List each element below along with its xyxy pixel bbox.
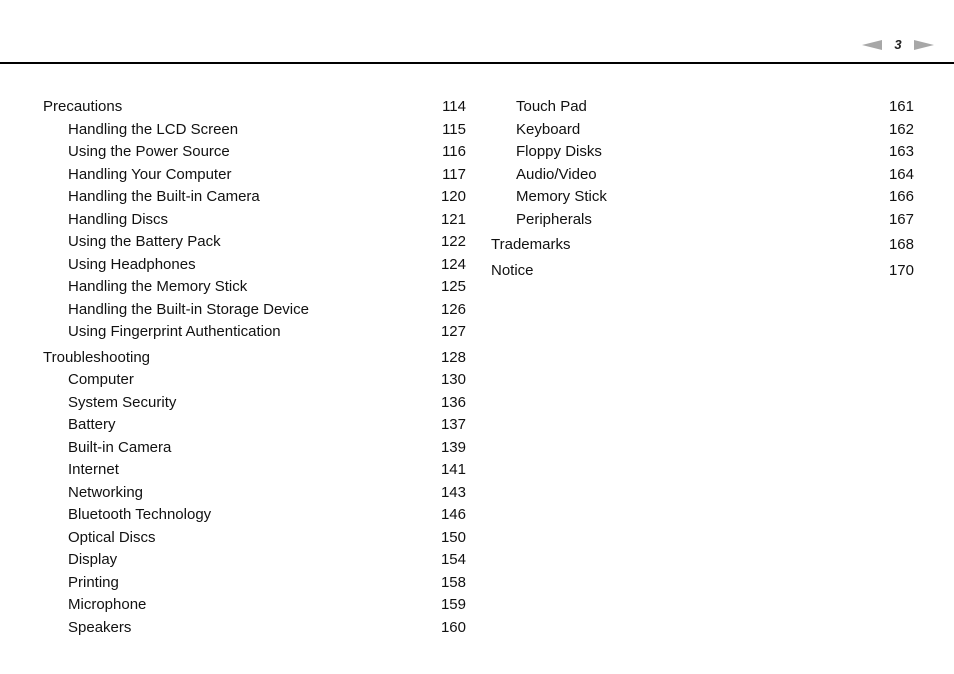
toc-entry-title: Notice: [491, 262, 534, 280]
toc-subsection-link[interactable]: [43, 369, 466, 392]
toc-subsection-link[interactable]: [43, 299, 466, 322]
toc-subsection-link[interactable]: [43, 549, 466, 572]
toc-entry-page: 124: [440, 255, 466, 273]
toc-entry-title: Touch Pad: [516, 98, 587, 115]
toc-entry-page: 161: [888, 98, 914, 115]
toc-entry-title: Handling the Memory Stick: [68, 278, 248, 295]
toc-section-link[interactable]: [491, 234, 914, 257]
toc-entry-page: 126: [440, 300, 466, 318]
toc-entry-page: 116: [442, 143, 466, 160]
toc-entry-title: Peripherals: [516, 210, 592, 228]
toc-entry-title: Internet: [68, 461, 119, 479]
toc-entry-title: Bluetooth Technology: [68, 506, 212, 524]
toc-entry-title: Floppy Disks: [516, 143, 602, 160]
toc-subsection-link[interactable]: [43, 231, 466, 254]
next-page-arrow-icon[interactable]: [914, 40, 934, 50]
toc-entry-title: Using Fingerprint Authentication: [68, 323, 281, 340]
toc-entry-title: Built-in Camera: [68, 438, 172, 456]
toc-subsection-link[interactable]: [491, 186, 914, 209]
toc-subsection-link[interactable]: [43, 594, 466, 617]
toc-section-link[interactable]: [43, 347, 466, 370]
toc-entry-title: Using the Power Source: [68, 143, 230, 160]
toc-column-right: [491, 96, 914, 283]
toc-entry-page: 136: [440, 393, 466, 411]
toc-entry-title: Printing: [68, 573, 119, 591]
toc-entry-page: 120: [440, 188, 466, 205]
toc-entry-page: 139: [440, 438, 466, 456]
toc-subsection-link[interactable]: [491, 119, 914, 142]
toc-subsection-link[interactable]: [43, 209, 466, 232]
toc-subsection-link[interactable]: [43, 254, 466, 277]
page-header: [0, 0, 954, 64]
toc-entry-title: Optical Discs: [68, 528, 156, 546]
toc-subsection-link[interactable]: [491, 141, 914, 164]
toc-entry-page: 160: [440, 618, 466, 636]
toc-entry-page: 115: [442, 120, 466, 138]
toc-entry-title: Precautions: [43, 98, 123, 115]
toc-subsection-link[interactable]: [43, 414, 466, 437]
toc-entry-page: 128: [440, 348, 466, 366]
toc-section-link[interactable]: [43, 96, 466, 119]
previous-page-arrow-icon[interactable]: [862, 40, 882, 50]
toc-subsection-link[interactable]: [43, 392, 466, 415]
toc-entry-page: 121: [440, 210, 466, 228]
toc-entry-title: Handling Your Computer: [68, 165, 232, 183]
toc-entry-title: Using Headphones: [68, 255, 196, 273]
toc-subsection-link[interactable]: [43, 321, 466, 344]
toc-section-link[interactable]: [491, 260, 914, 283]
header-rule: [0, 62, 954, 64]
toc-entry-page: 117: [442, 165, 466, 183]
toc-entry-title: Display: [68, 551, 118, 569]
toc-entry-title: Audio/Video: [516, 165, 597, 183]
toc-subsection-link[interactable]: [43, 276, 466, 299]
toc-entry-page: 137: [440, 416, 466, 434]
toc-entry-page: 143: [440, 483, 466, 501]
toc-subsection-link[interactable]: [43, 504, 466, 527]
toc-entry-page: 130: [440, 371, 466, 389]
toc-entry-page: 150: [440, 528, 466, 546]
toc-entry-page: 166: [888, 188, 914, 205]
toc-entry-page: 162: [888, 120, 914, 138]
toc-entry-title: Memory Stick: [516, 188, 607, 205]
toc-subsection-link[interactable]: [43, 482, 466, 505]
toc-subsection-link[interactable]: [491, 164, 914, 187]
toc-entry-title: Handling the Built-in Storage Device: [68, 300, 309, 318]
toc-entry-page: 127: [440, 323, 466, 340]
toc-subsection-link[interactable]: [43, 119, 466, 142]
toc-entry-page: 163: [888, 143, 914, 160]
toc-entry-page: 159: [440, 596, 466, 614]
toc-entry-page: 122: [440, 233, 466, 250]
toc-entry-title: Computer: [68, 371, 134, 389]
toc-entry-page: 164: [888, 165, 914, 183]
toc-column-left: [43, 96, 466, 639]
toc-entry-title: Keyboard: [516, 120, 581, 138]
toc-subsection-link[interactable]: [43, 572, 466, 595]
toc-entry-title: Trademarks: [491, 236, 571, 254]
toc-entry-title: Battery: [68, 416, 116, 434]
toc-entry-title: Handling the Built-in Camera: [68, 188, 260, 205]
toc-subsection-link[interactable]: [491, 96, 914, 119]
toc-entry-page: 168: [888, 236, 914, 254]
toc-subsection-link[interactable]: [43, 617, 466, 640]
toc-entry-page: 154: [440, 551, 466, 569]
toc-subsection-link[interactable]: [491, 209, 914, 232]
page-number: 3: [894, 37, 902, 52]
toc-entry-title: Using the Battery Pack: [68, 233, 221, 250]
toc-entry-title: Handling Discs: [68, 210, 169, 228]
toc-entry-title: Networking: [68, 483, 144, 501]
toc-entry-title: System Security: [68, 393, 177, 411]
toc-entry-title: Troubleshooting: [43, 348, 151, 366]
toc-entry-page: 167: [888, 210, 914, 228]
toc-entry-page: 141: [440, 461, 466, 479]
toc-entry-page: 158: [440, 573, 466, 591]
toc-subsection-link[interactable]: [43, 437, 466, 460]
toc-entry-title: Speakers: [68, 618, 132, 636]
toc-entry-page: 170: [888, 262, 914, 280]
toc-subsection-link[interactable]: [43, 527, 466, 550]
toc-entry-title: Microphone: [68, 596, 147, 614]
toc-entry-title: Handling the LCD Screen: [68, 120, 239, 138]
toc-subsection-link[interactable]: [43, 164, 466, 187]
toc-entry-page: 146: [440, 506, 466, 524]
toc-entry-page: 114: [442, 98, 466, 115]
toc-subsection-link[interactable]: [43, 141, 466, 164]
toc-subsection-link[interactable]: [43, 459, 466, 482]
toc-subsection-link[interactable]: [43, 186, 466, 209]
toc-entry-page: 125: [440, 278, 466, 295]
